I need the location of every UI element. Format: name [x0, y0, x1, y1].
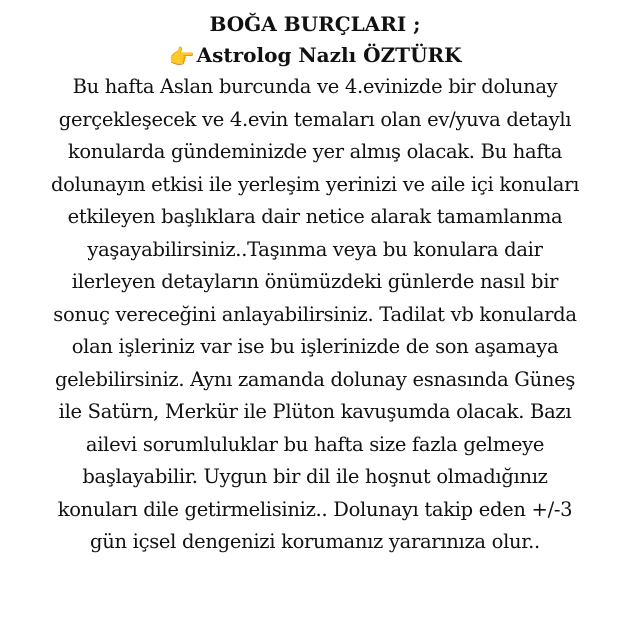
- pointing-right-hand-icon: 👉: [168, 44, 195, 69]
- author-line: [0, 39, 630, 71]
- text-line: yaşayabilirsiniz..Taşınma veya bu konulara dair: [87, 237, 543, 261]
- text-line: konularda gündeminizde yer almış olacak. Bu hafta: [67, 140, 563, 163]
- author-name: Astrolog Nazlı ÖZTÜRK: [196, 43, 462, 67]
- horoscope-text: [0, 71, 630, 559]
- text-line: ailevi sorumluluklar bu hafta size fazla gelmeye: [85, 432, 545, 456]
- text-line: ile Satürn, Merkür ile Plüton kavuşumda olacak. Bazı: [58, 400, 572, 423]
- text-line: gün içsel dengenizi korumanız yararınıza olur..: [90, 530, 540, 553]
- text-line: sonuç vereceğini anlayabilirsiniz. Tadilat vb konularda: [53, 302, 577, 326]
- text-line: Bu hafta Aslan burcunda ve 4.evinizde bir dolunay: [72, 75, 558, 98]
- text-line: ilerleyen detayların önümüzdeki günlerde nasıl bir: [71, 270, 559, 293]
- post-title: BOĞA BURÇLARI ;: [209, 12, 421, 36]
- text-line: olan işleriniz var ise bu işlerinizde de son aşamaya: [71, 335, 559, 358]
- text-line: gelebilirsiniz. Aynı zamanda dolunay esnasında Güneş: [54, 367, 576, 391]
- text-line: dolunayın etkisi ile yerleşim yerinizi ve aile içi konuları: [50, 172, 580, 196]
- text-line: başlayabilir. Uygun bir dil ile hoşnut olmadığınız: [82, 465, 548, 488]
- text-line: konuları dile getirmelisiniz.. Dolunayı takip eden +/-3: [57, 497, 573, 521]
- text-line: gerçekleşecek ve 4.evin temaları olan ev/yuva detaylı: [58, 107, 572, 131]
- text-line: etkileyen başlıklara dair netice alarak tamamlanma: [67, 205, 563, 228]
